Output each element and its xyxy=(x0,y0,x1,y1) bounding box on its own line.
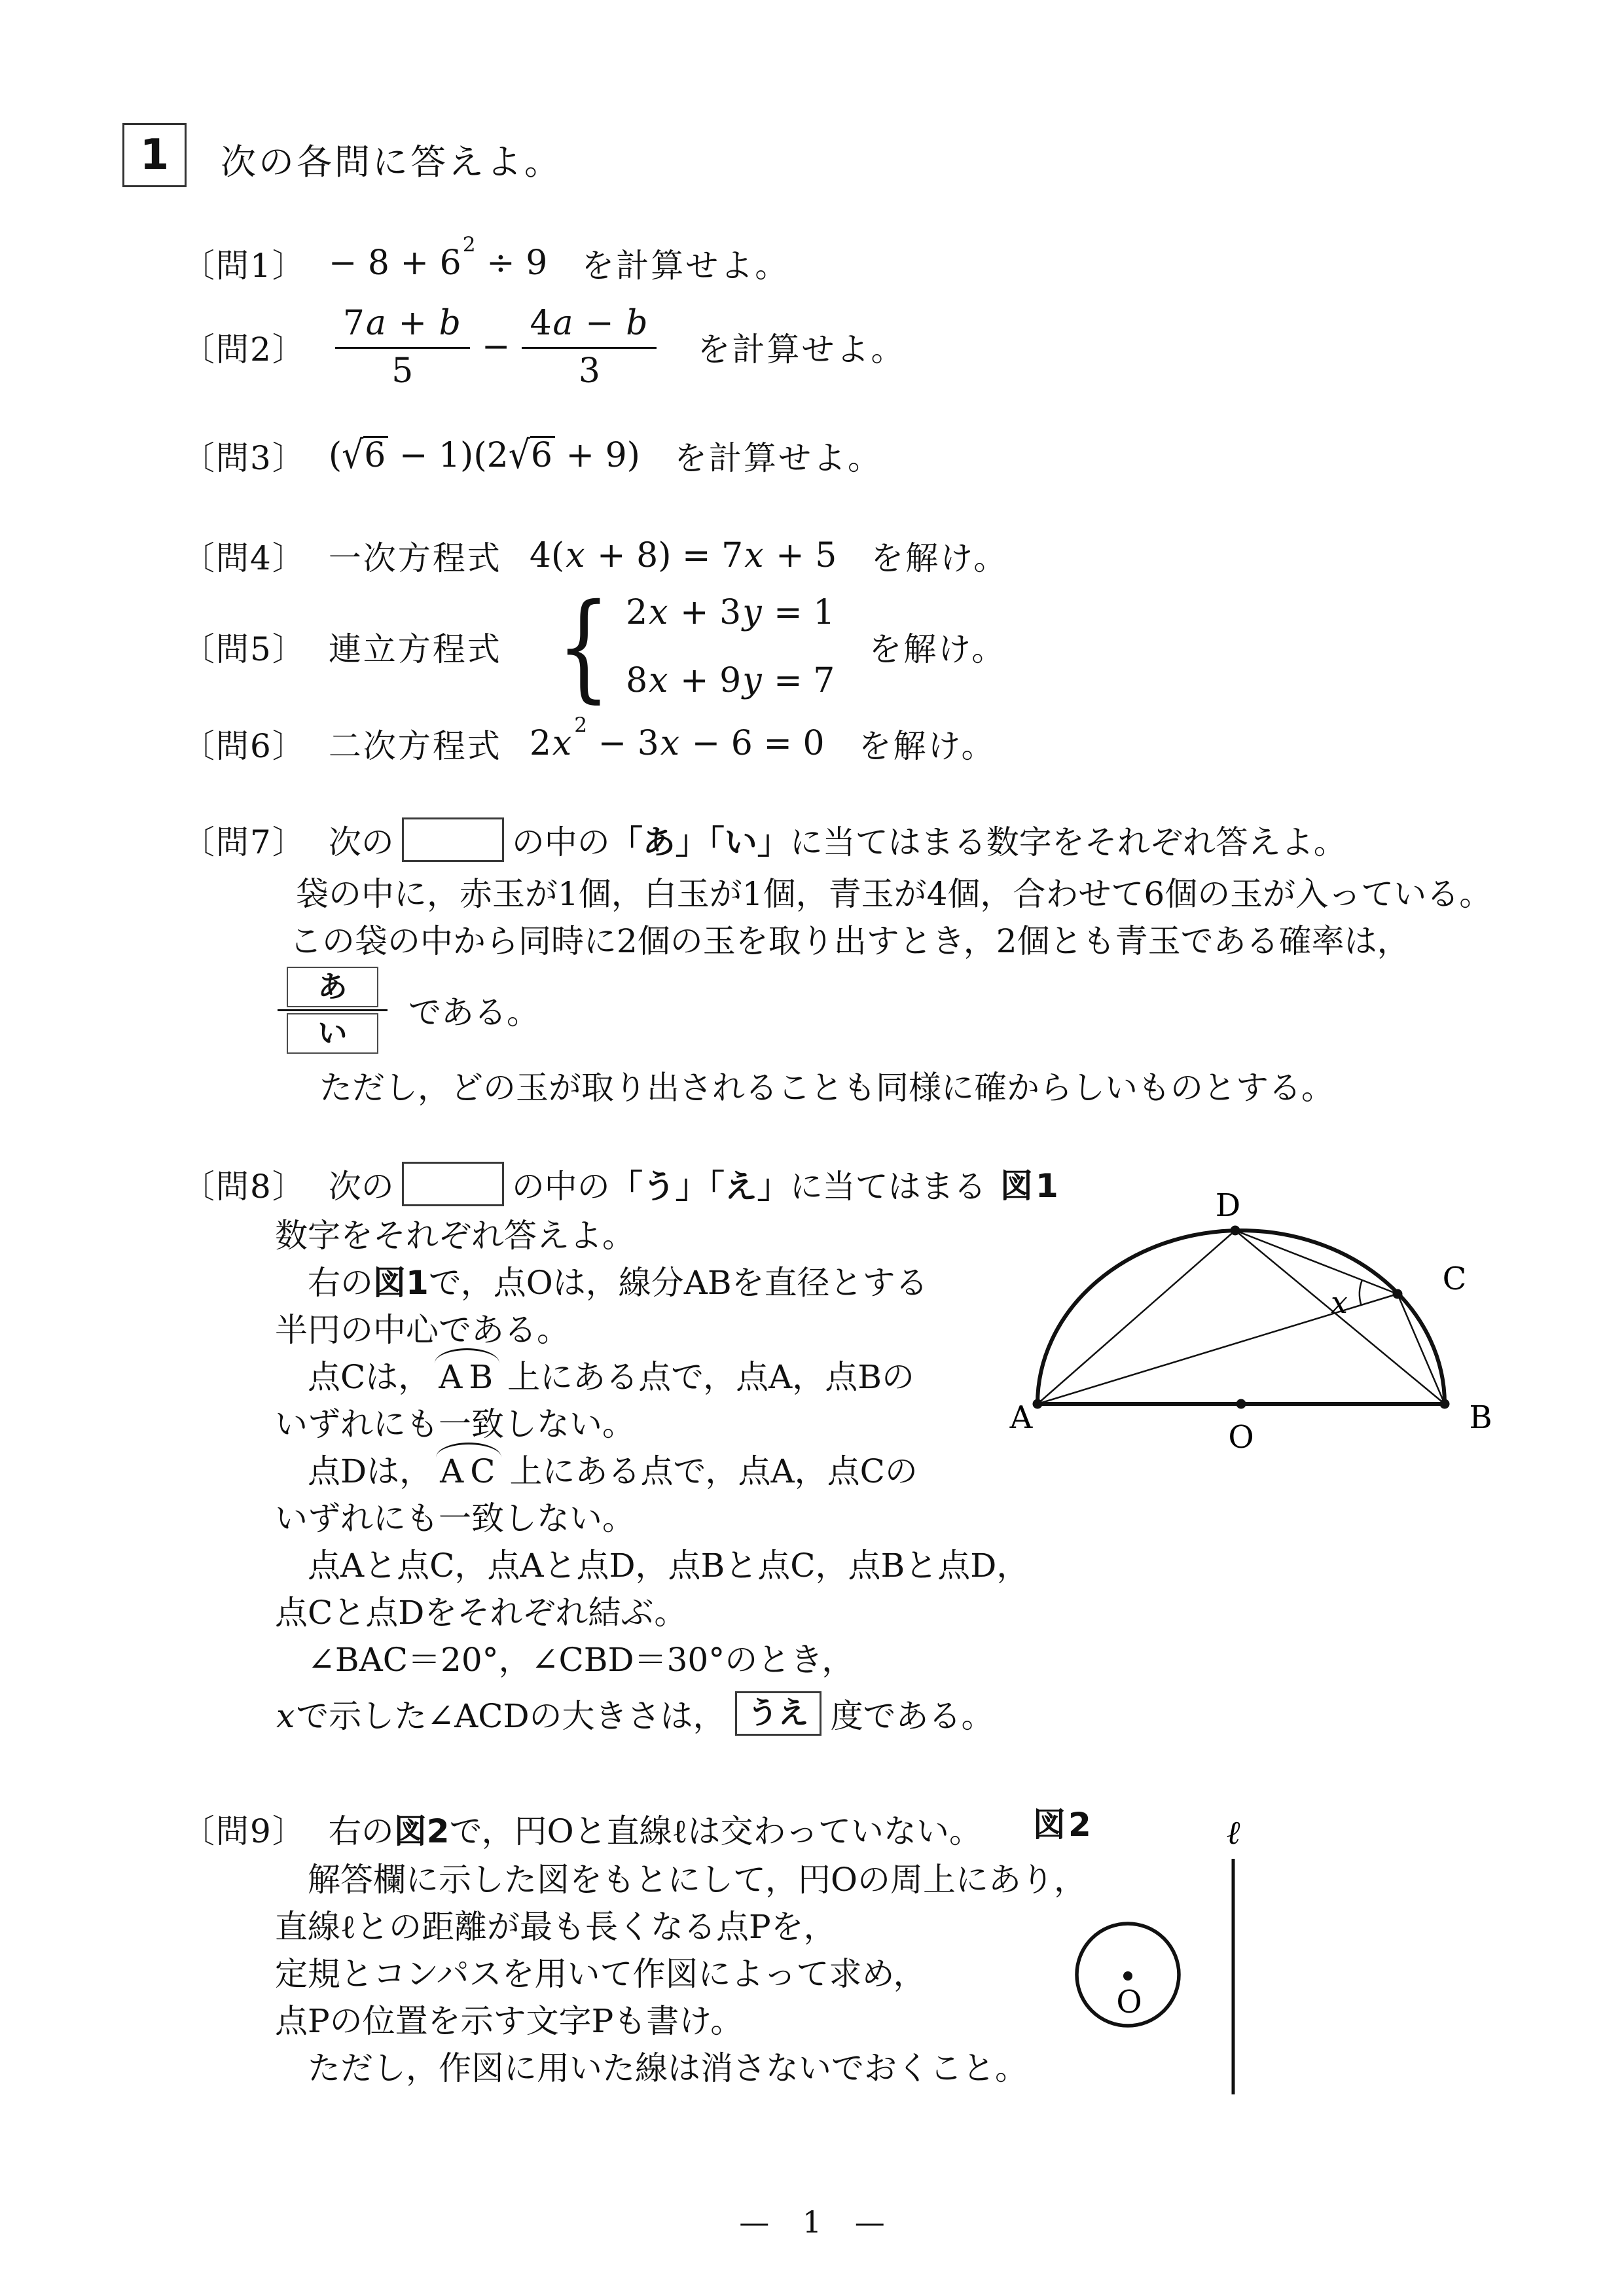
point-label-d: D xyxy=(1215,1187,1241,1224)
point-dot-o xyxy=(1236,1399,1246,1409)
answer-blank-box xyxy=(402,1162,504,1206)
question-8-line-7 xyxy=(275,1450,918,1492)
line-text: 度である。 xyxy=(830,1697,994,1735)
question-5-label: 〔問5〕 xyxy=(182,630,306,668)
question-7-intro xyxy=(182,816,1346,864)
question-6-suffix: を解け。 xyxy=(858,727,996,765)
question-9-line-6: ただし，作図に用いた線は消さないでおくこと。 xyxy=(275,2049,1028,2087)
question-7-body-line-1: 袋の中に，赤玉が1個，白玉が1個，青玉が4個，合わせて6個の玉が入っている。 xyxy=(296,875,1492,913)
question-8-intro xyxy=(182,1160,986,1208)
question-9-line-4: 定規とコンパスを用いて作図によって求め， xyxy=(275,1955,926,1993)
question-8-line-11: ∠BAC＝20°，∠CBD＝30°のとき， xyxy=(275,1641,855,1679)
minus-operator: − xyxy=(481,327,511,367)
angle-x-label: x xyxy=(1331,1285,1348,1320)
point-dot-a xyxy=(1033,1399,1043,1409)
question-2-suffix: を計算せよ。 xyxy=(697,331,906,368)
boxed-fraction xyxy=(278,967,388,1054)
question-5-lead: 連立方程式 xyxy=(328,630,502,668)
question-8-line-2: 数字をそれぞれ答えよ。 xyxy=(275,1217,635,1255)
fraction-numerator: 4a − b xyxy=(530,303,648,343)
fraction-denominator: 5 xyxy=(335,347,470,391)
question-1-suffix: を計算せよ。 xyxy=(581,247,790,285)
question-3-suffix: を計算せよ。 xyxy=(674,439,882,477)
figure-1-reference: 図1 xyxy=(373,1264,429,1302)
big-question-number-box xyxy=(122,123,187,187)
figure-2-diagram xyxy=(1021,1797,1296,2104)
question-6-lead: 二次方程式 xyxy=(328,727,502,765)
question-7-answer-fraction-row xyxy=(278,962,539,1058)
question-7-intro-pre: 次の xyxy=(328,823,394,861)
question-3-label: 〔問3〕 xyxy=(182,439,306,477)
line-text: で，円Oと直線ℓは交わっていない。 xyxy=(449,1812,983,1850)
question-8-line-4: 半円の中心である。 xyxy=(275,1311,569,1349)
arc-letters: AB xyxy=(439,1358,500,1396)
line-text: 上にある点で，点A，点Bの xyxy=(507,1358,914,1396)
question-7-label: 〔問7〕 xyxy=(182,823,306,861)
question-7-body-line-2: この袋の中から同時に2個の玉を取り出すとき，2個とも青玉である確率は， xyxy=(289,922,1410,960)
chord-bc xyxy=(1398,1294,1445,1404)
line-text: 右の xyxy=(328,1812,394,1850)
point-label-o: O xyxy=(1228,1419,1254,1456)
semicircle-arc xyxy=(1038,1230,1445,1404)
question-7-note: ただし，どの玉が取り出されることも同様に確からしいものとする。 xyxy=(319,1069,1334,1107)
question-8-line-9: 点Aと点C，点Aと点D，点Bと点C，点Bと点D， xyxy=(275,1547,1030,1585)
question-6 xyxy=(182,713,996,767)
point-label-a: A xyxy=(1009,1399,1033,1436)
question-3 xyxy=(182,432,882,479)
line-text: で，点Oは，線分ABを直径とする xyxy=(428,1264,928,1302)
question-5-suffix: を解け。 xyxy=(869,630,1007,668)
question-6-label: 〔問6〕 xyxy=(182,727,306,765)
point-dot-c xyxy=(1393,1289,1403,1299)
point-label-c: C xyxy=(1442,1261,1467,1297)
question-8-intro-pre: 次の xyxy=(328,1168,394,1206)
center-label-o: O xyxy=(1116,1984,1142,2020)
question-5 xyxy=(182,579,1007,714)
question-9-line-5: 点Pの位置を示す文字Pも書け。 xyxy=(275,2002,744,2040)
question-1-formula: − $8 + 6^2 \div 9$ xyxy=(328,232,548,283)
question-8-label: 〔問8〕 xyxy=(182,1168,306,1206)
question-8-kana-keys: 「う」「え」 xyxy=(609,1168,790,1206)
question-7-intro-post: に当てはまる数字をそれぞれ答えよ。 xyxy=(789,823,1346,861)
question-1 xyxy=(182,232,790,287)
question-3-formula: (√6 − 1)(2√6 + 9) xyxy=(328,433,640,478)
question-4-formula: 4(x + 8) = 7x + 5 xyxy=(529,536,837,575)
question-2 xyxy=(182,295,905,399)
fraction-numerator: 7a + b xyxy=(342,303,461,343)
question-2-label: 〔問2〕 xyxy=(182,331,306,368)
figure-1-diagram xyxy=(1001,1185,1512,1479)
line-text: xで示した∠ACDの大きさは， xyxy=(276,1697,726,1735)
question-8-intro-post: に当てはまる xyxy=(789,1168,986,1206)
figure-2-caption: 図2 xyxy=(1033,1806,1094,1844)
angle-x-arc xyxy=(1360,1280,1362,1305)
question-4-label: 〔問4〕 xyxy=(182,539,306,577)
line-text: 点Dは， xyxy=(275,1452,433,1490)
center-dot-o xyxy=(1123,1971,1132,1981)
question-8-line-10: 点Cと点Dをそれぞれ結ぶ。 xyxy=(275,1594,687,1632)
question-6-formula: 2x $^2$ − 3x − 6 = 0 xyxy=(529,713,825,763)
question-4 xyxy=(182,532,1008,579)
big-question-number: 1 xyxy=(139,131,170,179)
section-title: 次の各問に答えよ。 xyxy=(221,141,562,183)
question-7-intro-mid: の中の xyxy=(511,823,610,861)
question-8-line-3 xyxy=(275,1262,928,1304)
chord-cd xyxy=(1235,1230,1398,1294)
question-8-line-6: いずれにも一致しない。 xyxy=(275,1405,635,1443)
question-9-intro xyxy=(182,1808,982,1850)
equation-1: 2x + 3y = 1 xyxy=(626,592,835,632)
arc-ac xyxy=(433,1450,508,1492)
equation-2: 8x + 9y = 7 xyxy=(626,660,835,700)
boxed-fraction-numerator: あ xyxy=(287,967,378,1007)
answer-box-ue: うえ xyxy=(735,1691,821,1736)
line-text: 点Cは， xyxy=(275,1358,431,1396)
equation-system xyxy=(626,593,835,700)
question-8-line-5 xyxy=(275,1356,914,1398)
boxed-fraction-denominator: い xyxy=(287,1013,378,1054)
question-7-kana-keys: 「あ」「い」 xyxy=(609,823,790,861)
question-2-fraction-2 xyxy=(522,304,657,391)
arc-ab xyxy=(432,1356,506,1398)
figure-1-caption: 図1 xyxy=(1000,1167,1061,1205)
point-label-b: B xyxy=(1469,1399,1492,1436)
question-9-line-2: 解答欄に示した図をもとにして，円Oの周上にあり， xyxy=(275,1861,1087,1899)
question-2-fraction-1 xyxy=(335,304,470,391)
page-number: — 1 — xyxy=(739,2204,885,2240)
question-1-label: 〔問1〕 xyxy=(182,247,306,285)
question-9-label: 〔問9〕 xyxy=(182,1812,306,1850)
line-text: 右の xyxy=(275,1264,373,1302)
question-8-intro-mid: の中の xyxy=(511,1168,610,1206)
answer-blank-box xyxy=(402,817,504,862)
arc-letters: AC xyxy=(440,1452,502,1490)
fraction-bar xyxy=(278,1009,388,1011)
question-4-suffix: を解け。 xyxy=(871,539,1009,577)
point-dot-d xyxy=(1231,1226,1240,1236)
line-text: 上にある点で，点A，点Cの xyxy=(509,1452,918,1490)
figure-2-reference: 図2 xyxy=(393,1812,450,1850)
question-8-line-12 xyxy=(275,1689,994,1738)
question-8-line-8: いずれにも一致しない。 xyxy=(275,1499,635,1537)
system-brace: { xyxy=(556,579,611,714)
question-9-line-3: 直線ℓとの距離が最も長くなる点Pを， xyxy=(275,1908,837,1946)
point-dot-b xyxy=(1440,1399,1450,1409)
line-l-label: ℓ xyxy=(1226,1814,1240,1852)
question-4-lead: 一次方程式 xyxy=(328,539,502,577)
fraction-denominator: 3 xyxy=(522,347,657,391)
question-7-fraction-suffix: である。 xyxy=(408,994,539,1031)
